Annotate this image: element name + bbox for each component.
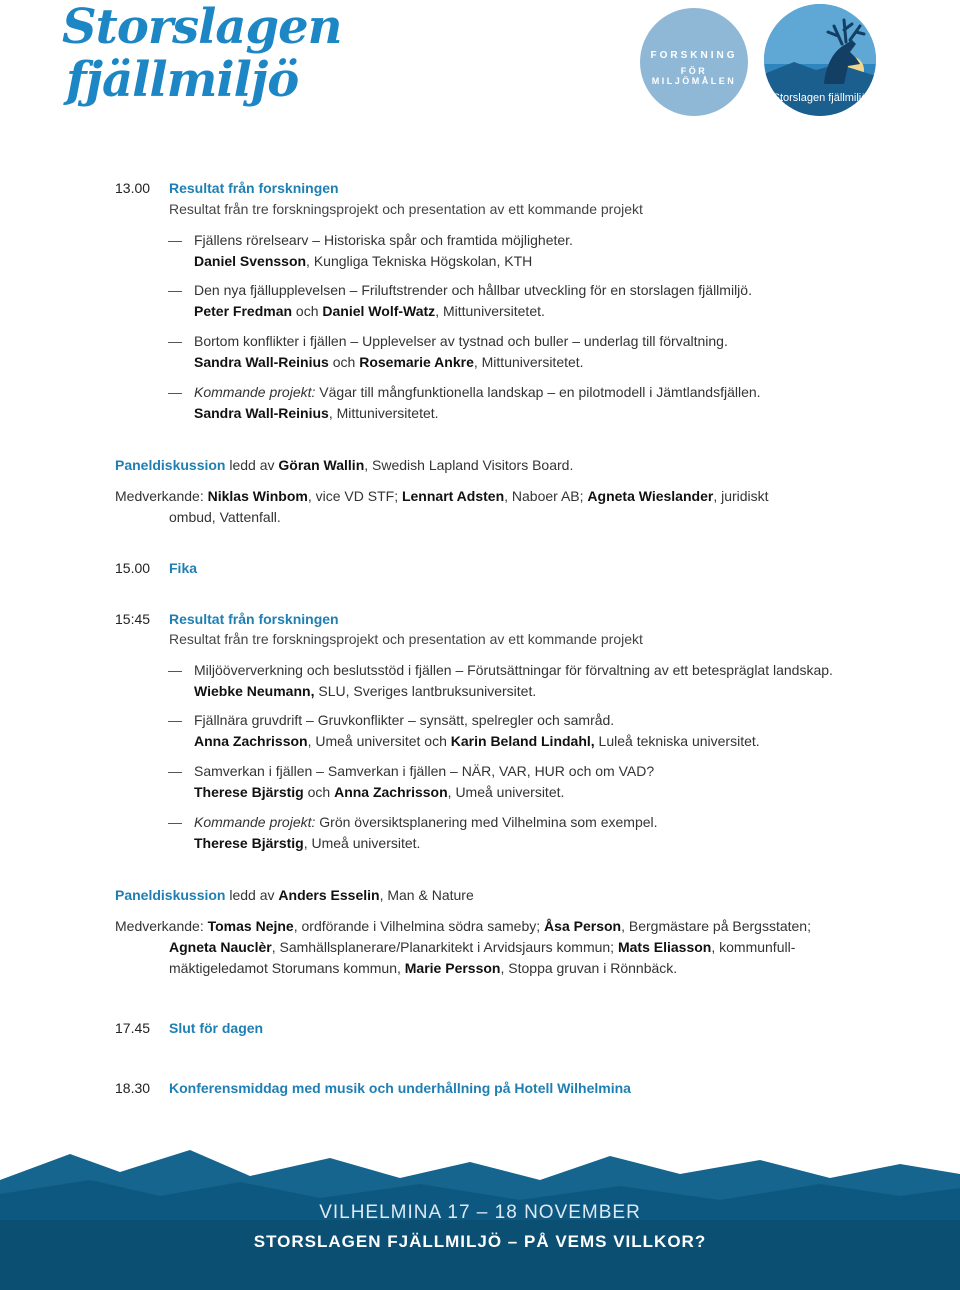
moderator-affiliation: , Swedish Lapland Visitors Board. (364, 457, 574, 473)
agenda-item: Bortom konflikter i fjällen – Upplevelser av tystnad och buller – underlag till förvaltning. Sandra Wall-Reinius och Rosemarie Ankre, Mittuniversitetet. (194, 333, 728, 370)
item-title: Grön översiktsplanering med Vilhelmina som exempel. (319, 814, 658, 830)
panel-1 (115, 455, 573, 476)
speaker: Daniel Wolf-Watz (322, 303, 436, 319)
dinner-title: Konferensmiddag med musik och underhållning på Hotell Wilhelmina (169, 1080, 631, 1096)
bullet-dash (168, 721, 182, 722)
footer-title: STORSLAGEN FJÄLLMILJÖ – PÅ VEMS VILLKOR? (253, 1232, 707, 1251)
panel-label: Paneldiskussion (115, 457, 226, 473)
item-title: Vägar till mångfunktionella landskap – en pilotmodell i Jämtlandsfjällen. (319, 384, 761, 400)
speaker: Sandra Wall-Reinius (194, 354, 329, 370)
participant-role: , Samhällsplanerare/Planarkitekt i Arvidsjaurs kommun; (271, 939, 618, 955)
item-title: Samverkan i fjällen – NÄR, VAR, HUR och om VAD? (327, 763, 655, 779)
panel-label: Paneldiskussion (115, 887, 226, 903)
speaker: Therese Bjärstig (194, 784, 304, 800)
participant: Marie Persson (404, 960, 501, 976)
panel-led: ledd av (225, 887, 279, 903)
logo-line-1: Storslagen (62, 0, 342, 55)
item-title: Upplevelser av tystnad och buller – underlag till förvaltning. (362, 333, 728, 349)
time-1300: 13.00 (115, 180, 151, 196)
affiliation: , Mittuniversitetet. (328, 405, 439, 421)
time-1545: 15:45 (115, 611, 151, 627)
panel-2 (115, 885, 474, 906)
agenda-item (194, 382, 894, 424)
affiliation: , Kungliga Tekniska Högskolan, KTH (306, 253, 533, 269)
bullet-dash (168, 342, 182, 343)
logo-wordmark (62, 0, 342, 108)
item-title: Gruvkonflikter – synsätt, spelregler och samråd. (317, 712, 615, 728)
connector: och (328, 354, 360, 370)
participant-role: ombud, Vattenfall. (169, 509, 281, 525)
item-topic: Den nya fjällupplevelsen (194, 282, 346, 298)
speaker: Karin Beland Lindahl, (450, 733, 595, 749)
participant: Niklas Winbom (207, 488, 308, 504)
agenda-item (194, 812, 894, 854)
item-title: Förutsättningar för förvaltning av ett betespräglat landskap. (467, 662, 833, 678)
bullet-dash (168, 291, 182, 292)
panel-1-participants (115, 486, 875, 507)
item-topic: Samverkan i fjällen (194, 763, 313, 779)
agenda-item: Miljööververkning och beslutsstöd i fjällen – Förutsättningar för förvaltning av ett betespräglat landskap. Wiebke Neumann, SLU, Sveriges lantbruksuniversitet. (194, 662, 833, 699)
connector: , Umeå universitet och (307, 733, 451, 749)
bullet-dash (168, 393, 182, 394)
bullet-dash (168, 772, 182, 773)
participant-role: , vice VD STF; (307, 488, 402, 504)
session-title-1: Resultat från forskningen (169, 180, 339, 196)
affiliation: SLU, Sveriges lantbruksuniversitet. (314, 683, 537, 699)
session-subtitle-2: Resultat från tre forskningsprojekt och presentation av ett kommande projekt (169, 631, 643, 647)
panel-2-participants-cont (169, 958, 889, 979)
item-topic: Fjällens rörelsearv (194, 232, 309, 248)
participant-role: , Bergmästare på Bergsstaten; (621, 918, 811, 934)
badge-line-2: FÖR MILJÖMÅLEN (651, 66, 737, 86)
connector: och (292, 303, 323, 319)
speaker: Anna Zachrisson (334, 784, 448, 800)
bullet-dash (168, 823, 182, 824)
logo-line-2: fjällmiljö (66, 52, 299, 108)
item-topic: Fjällnära gruvdrift (194, 712, 303, 728)
moderator-affiliation: , Man & Nature (379, 887, 474, 903)
item-topic: Miljööververkning och beslutsstöd i fjällen (194, 662, 452, 678)
agenda-item: Fjällnära gruvdrift – Gruvkonflikter – synsätt, spelregler och samråd. Anna Zachrisson, Umeå universitet och Karin Beland Lindahl, Luleå tekniska universitet. (194, 712, 760, 749)
item-title: Historiska spår och framtida möjligheter. (323, 232, 573, 248)
participant-role: , juridiskt (713, 488, 769, 504)
moderator: Anders Esselin (278, 887, 380, 903)
affiliation: , Umeå universitet. (303, 835, 421, 851)
footer-banner (0, 1150, 960, 1290)
participant-role: mäktigeledamot Storumans kommun, (169, 960, 405, 976)
item-topic: Kommande projekt: (194, 384, 316, 400)
participant-role: , ordförande i Vilhelmina södra sameby; (293, 918, 545, 934)
panel-2-participants-cont (169, 937, 889, 958)
item-topic: Kommande projekt: (194, 814, 316, 830)
affiliation: , Umeå universitet. (447, 784, 565, 800)
badge-caption: Storslagen fjällmiljö (772, 92, 868, 104)
agenda-item: Samverkan i fjällen – Samverkan i fjällen – NÄR, VAR, HUR och om VAD? Therese Bjärstig och Anna Zachrisson, Umeå universitet. (194, 763, 655, 800)
affiliation: , Mittuniversitetet. (435, 303, 545, 319)
speaker: Daniel Svensson (194, 253, 307, 269)
speaker: Therese Bjärstig (194, 835, 304, 851)
speaker: Sandra Wall-Reinius (194, 405, 329, 421)
participant-role: , kommunfull- (711, 939, 796, 955)
item-topic: Bortom konflikter i fjällen (194, 333, 347, 349)
session-title-2: Resultat från forskningen (169, 611, 339, 627)
time-1500: 15.00 (115, 560, 151, 576)
time-1830: 18.30 (115, 1080, 151, 1096)
panel-2-participants (115, 916, 875, 937)
affiliation: Luleå tekniska universitet. (594, 733, 760, 749)
reindeer-badge (764, 4, 876, 116)
connector: och (303, 784, 335, 800)
agenda-item: Den nya fjällupplevelsen – Friluftstrender och hållbar utveckling för en storslagen fjällmiljö. Peter Fredman och Daniel Wolf-Watz, Mittuniversitetet. (194, 282, 752, 319)
end-title: Slut för dagen (169, 1020, 264, 1036)
participant: Lennart Adsten (401, 488, 505, 504)
participant-role: , Naboer AB; (504, 488, 588, 504)
affiliation: , Mittuniversitetet. (473, 354, 584, 370)
fika-title: Fika (169, 560, 198, 576)
participant: Agneta Wieslander (587, 488, 714, 504)
speaker: Anna Zachrisson (194, 733, 308, 749)
speaker: Peter Fredman (194, 303, 293, 319)
participants-label: Medverkande: (115, 918, 208, 934)
speaker: Rosemarie Ankre (359, 354, 474, 370)
item-title: Friluftstrender och hållbar utveckling för en storslagen fjällmiljö. (361, 282, 752, 298)
badge-line-1: FORSKNING (650, 50, 738, 61)
participant: Mats Eliasson (617, 939, 712, 955)
participant: Tomas Nejne (207, 918, 294, 934)
session-subtitle-1: Resultat från tre forskningsprojekt och presentation av ett kommande projekt (169, 201, 643, 217)
participant: Åsa Person (544, 918, 622, 934)
bullet-dash (168, 241, 182, 242)
agenda-item: Fjällens rörelsearv – Historiska spår och framtida möjligheter. Daniel Svensson, Kungliga Tekniska Högskolan, KTH (194, 232, 573, 269)
footer-date: VILHELMINA 17 – 18 NOVEMBER (319, 1202, 641, 1223)
bullet-dash (168, 671, 182, 672)
participant-role: , Stoppa gruvan i Rönnbäck. (500, 960, 678, 976)
forskning-badge (640, 8, 748, 116)
participants-label: Medverkande: (115, 488, 208, 504)
panel-led: ledd av (225, 457, 279, 473)
participant: Agneta Nauclèr (169, 939, 272, 955)
moderator: Göran Wallin (278, 457, 365, 473)
time-1745: 17.45 (115, 1020, 151, 1036)
speaker: Wiebke Neumann, (194, 683, 315, 699)
